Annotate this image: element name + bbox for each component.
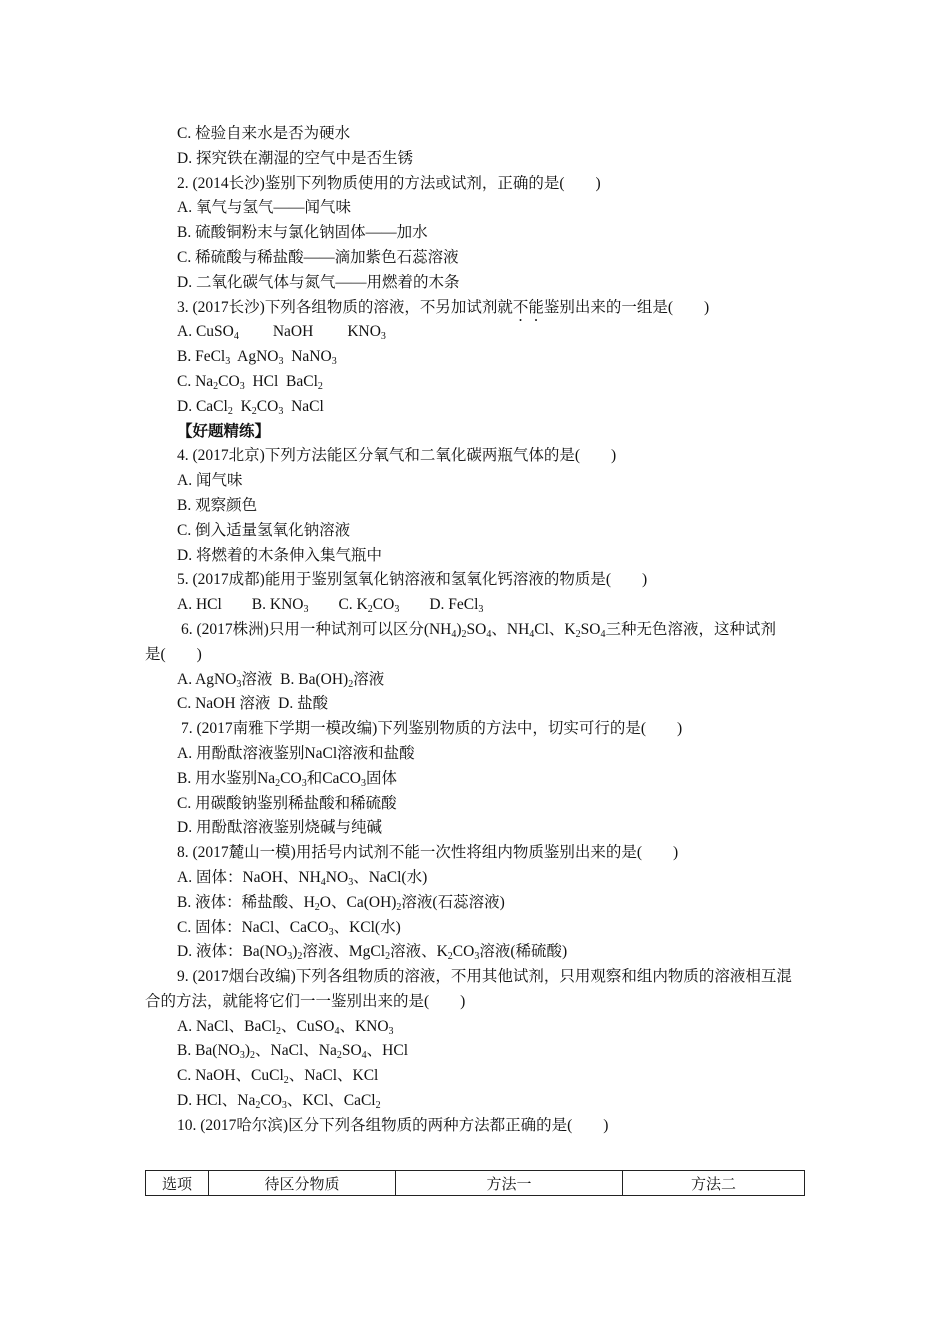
table-header: 方法一 <box>396 1171 623 1196</box>
q4-option-d: D. 将燃着的木条伸入集气瓶中 <box>177 546 382 564</box>
q3-stem: 3. (2017长沙)下列各组物质的溶液，不另加试剂就不能鉴别出来的一组是( ) <box>177 298 710 316</box>
q9-stem: 9. (2017烟台改编)下列各组物质的溶液，不用其他试剂，只用观察和组内物质的溶液相互混合的方法，就能将它们一一鉴别出来的是( ) <box>145 968 792 1010</box>
section-title: 【好题精练】 <box>177 422 271 440</box>
q4-option-a: A. 闻气味 <box>177 472 243 490</box>
q5-options: A. HCl B. $KNO_3$ C. $K_2CO_3$ D. FeCl$_3$ <box>177 596 484 616</box>
q5-stem: 5. (2017成都)能用于鉴别氢氧化钠溶液和氢氧化钙溶液的物质是( ) <box>177 571 648 589</box>
table-header: 选项 <box>146 1171 209 1196</box>
q4-stem: 4. (2017北京)下列方法能区分氧气和二氧化碳两瓶气体的是( ) <box>177 447 617 465</box>
q7-option-a: A. 用酚酞溶液鉴别NaCl溶液和盐酸 <box>177 744 415 762</box>
emphasis-not: 不能 <box>512 298 544 316</box>
q8-stem: 8. (2017麓山一模)用括号内试剂不能一次性将组内物质鉴别出来的是( ) <box>177 844 679 862</box>
q1-option-c: C. 检验自来水是否为硬水 <box>177 125 351 142</box>
q9-option-d: D. HCl、$Na_2CO_3$、KCl、CaCl$_2$ <box>177 1092 381 1112</box>
q9-option-a: A. NaCl、BaCl$_2$、CuSO$_4$、$KNO_3$ <box>177 1017 394 1037</box>
q6-stem-cont: 是( ) <box>145 645 202 663</box>
question-page <box>145 122 805 1139</box>
q2-option-b: B. 硫酸铜粉末与氯化钠固体——加水 <box>177 224 428 242</box>
q2-stem: 2. (2014长沙)鉴别下列物质使用的方法或试剂，正确的是( ) <box>177 174 601 192</box>
q9-option-b: B. $Ba(NO_3)_2$、NaCl、$Na_2SO_4$、HCl <box>177 1042 408 1062</box>
q7-option-b: B. 用水鉴别$Na_2CO_3$和CaCO$_3$固体 <box>177 769 397 789</box>
q6-stem: 6. (2017株洲)只用一种试剂可以区分$(NH_4)_2SO_4$、$NH_4Cl$、$K_2SO_4$三种无色溶液，这种试剂 <box>181 620 776 640</box>
answer-table <box>145 1170 805 1196</box>
q7-option-d: D. 用酚酞溶液鉴别烧碱与纯碱 <box>177 819 382 837</box>
q6-options-ab: A. AgNO$_3$溶液 B. $Ba(OH)_2$溶液 <box>177 670 385 690</box>
q2-option-c: C. 稀硫酸与稀盐酸——滴加紫色石蕊溶液 <box>177 248 459 266</box>
table-header-row <box>146 1171 805 1196</box>
q8-option-b: B. 液体：稀盐酸、$H_2O$、$Ca(OH)_2$溶液(石蕊溶液) <box>177 893 505 913</box>
q8-option-d: D. 液体：$Ba(NO_3)_2$溶液、MgCl$_2$溶液、$K_2CO_3$溶液(稀硫酸) <box>177 943 568 963</box>
table-header: 待区分物质 <box>209 1171 396 1196</box>
q4-option-c: C. 倒入适量氢氧化钠溶液 <box>177 521 351 539</box>
q10-stem: 10. (2017哈尔滨)区分下列各组物质的两种方法都正确的是( ) <box>177 1116 609 1134</box>
q1-option-d: D. 探究铁在潮湿的空气中是否生锈 <box>177 149 413 167</box>
q8-option-c: C. 固体：NaCl、CaCO$_3$、KCl(水) <box>177 918 401 938</box>
q3-option-d: D. CaCl$_2$ $K_2CO_3$ NaCl <box>177 397 324 417</box>
q7-stem: 7. (2017南雅下学期一模改编)下列鉴别物质的方法中，切实可行的是( ) <box>181 720 683 738</box>
q3-option-b: B. FeCl$_3$ AgNO$_3$ NaNO$_3$ <box>177 348 337 368</box>
q9-option-c: C. NaOH、CuCl$_2$、NaCl、KCl <box>177 1067 379 1087</box>
q2-option-a: A. 氧气与氢气——闻气味 <box>177 199 351 217</box>
q6-options-cd: C. NaOH 溶液 D. 盐酸 <box>177 695 329 713</box>
q3-option-a: A. CuSO$_4$ NaOH $KNO_3$ <box>177 323 386 343</box>
q8-option-a: A. 固体：NaOH、$NH_4NO_3$、NaCl(水) <box>177 868 428 888</box>
q4-option-b: B. 观察颜色 <box>177 496 258 514</box>
q3-option-c: C. $Na_2CO_3$ HCl BaCl$_2$ <box>177 372 323 392</box>
q7-option-c: C. 用碳酸钠鉴别稀盐酸和稀硫酸 <box>177 794 397 812</box>
table-header: 方法二 <box>623 1171 805 1196</box>
q2-option-d: D. 二氧化碳气体与氮气——用燃着的木条 <box>177 273 460 291</box>
